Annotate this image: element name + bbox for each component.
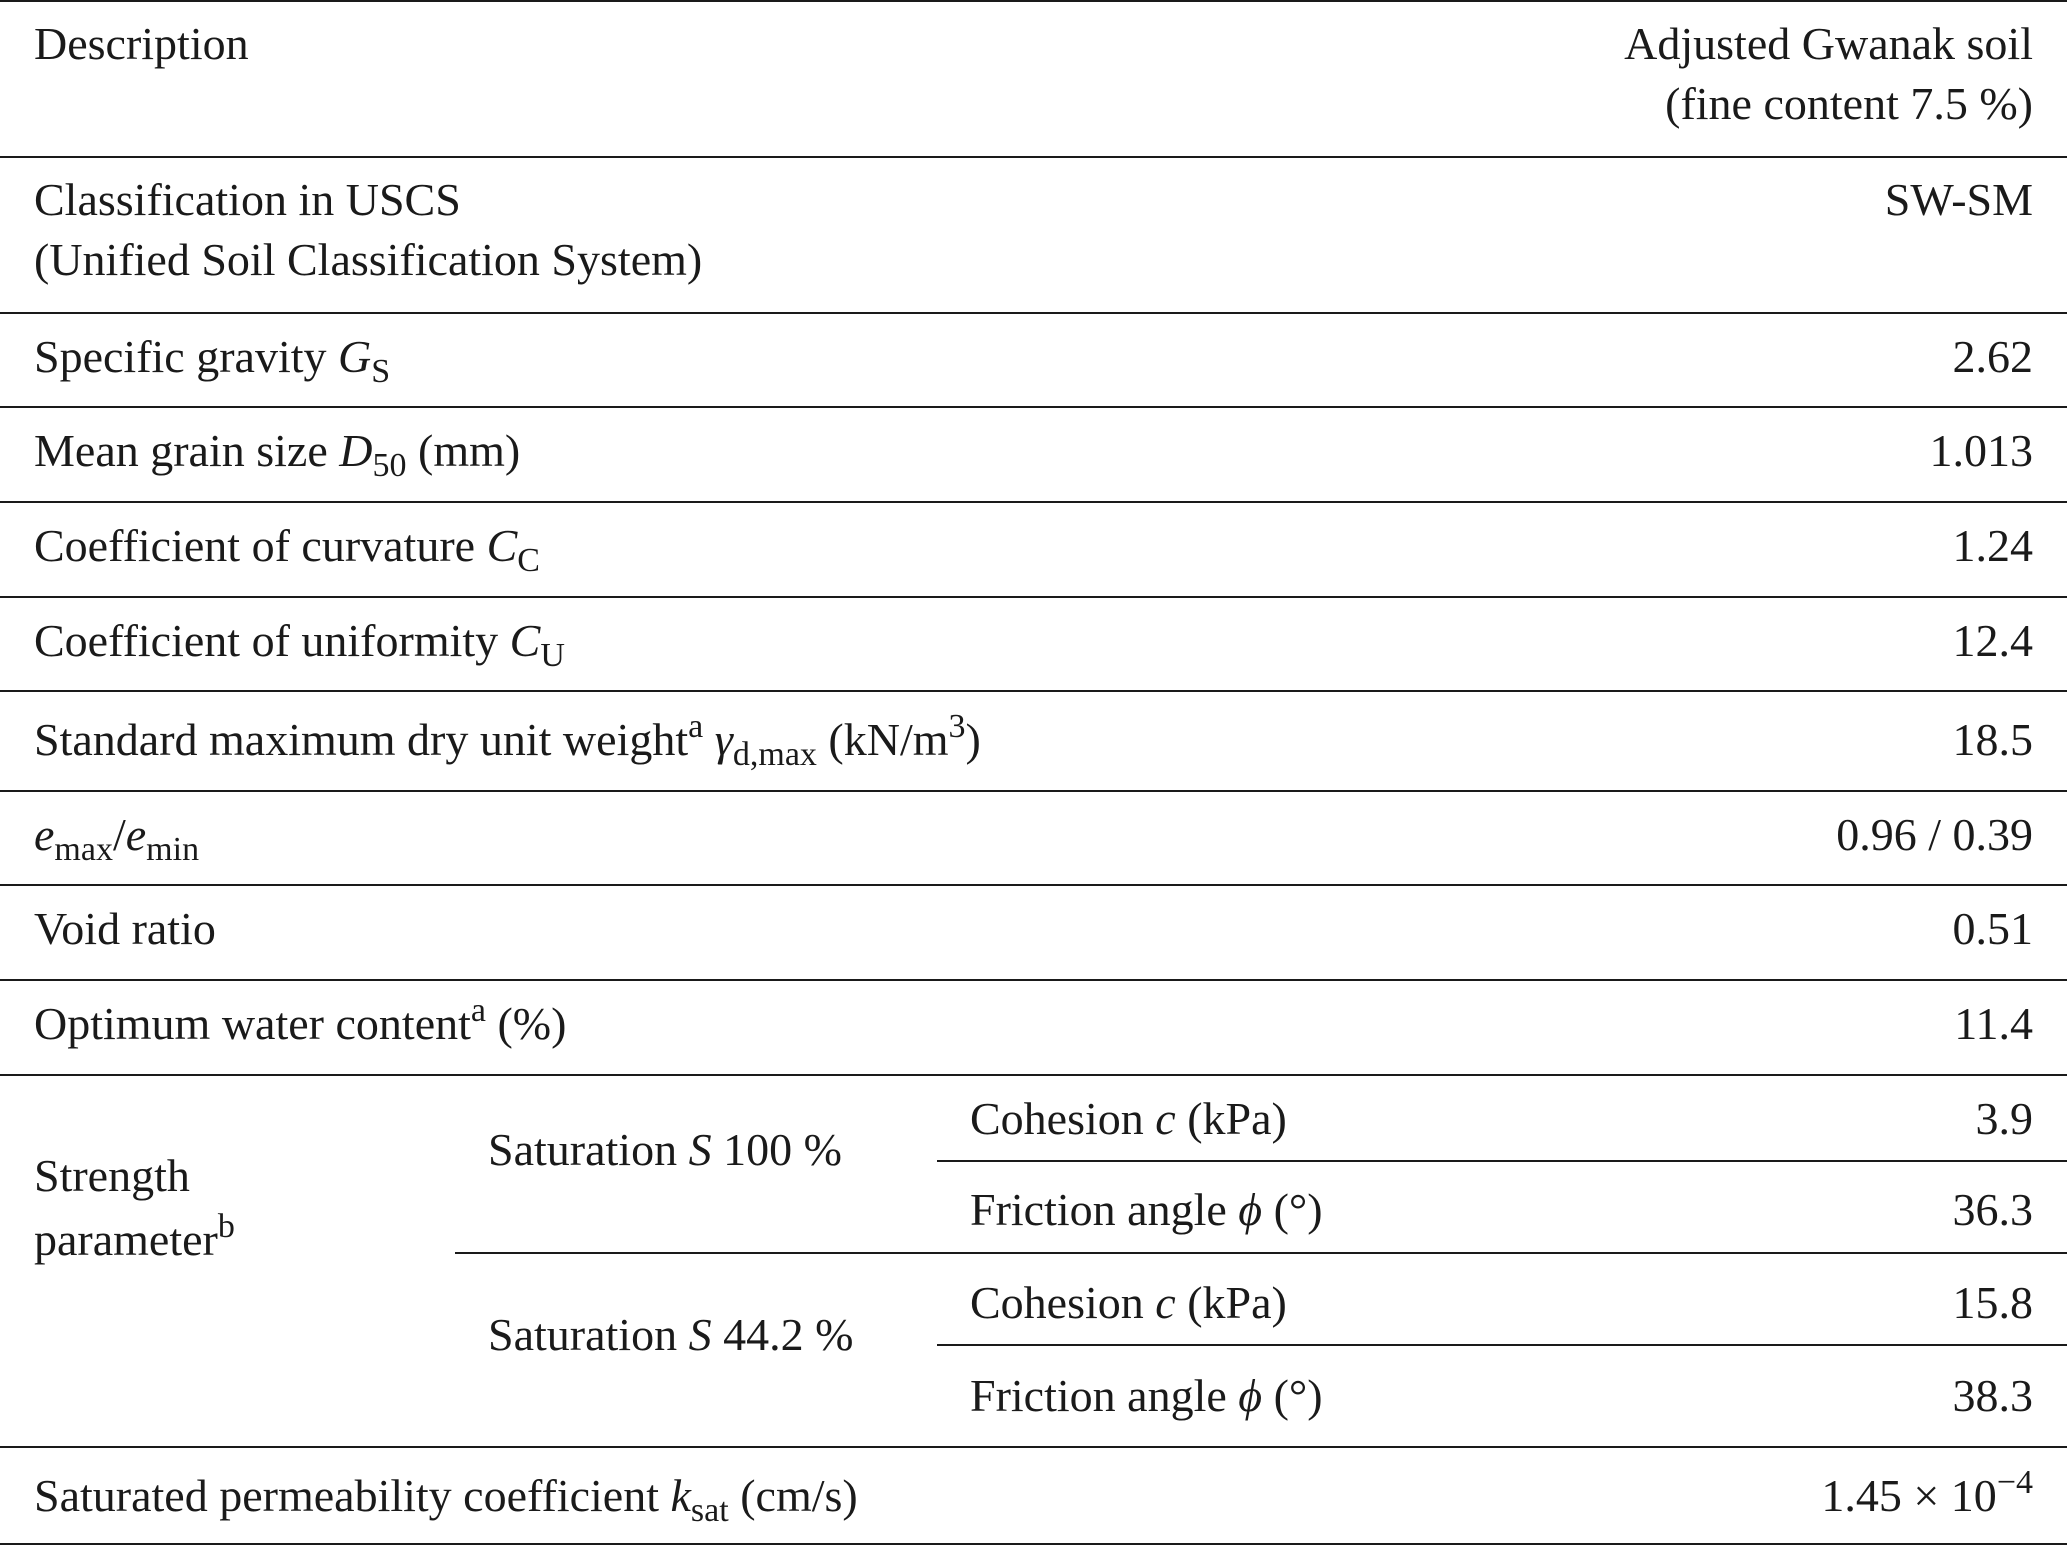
rule-sub	[455, 1252, 2067, 1254]
sat44-cohesion-value: 15.8	[1952, 1277, 2033, 1328]
sat100-friction-value: 36.3	[1952, 1184, 2033, 1235]
saturated-permeability-label: Saturated permeability coefficient $k_{sat}$ (cm/s)	[34, 1470, 858, 1529]
void-ratio-label: Void ratio	[34, 903, 216, 954]
void-ratio-value: 0.51	[1952, 903, 2033, 954]
rule-sub	[937, 1160, 2067, 1162]
strength-parameter-label-line2: parameter$^b$	[34, 1208, 235, 1265]
specific-gravity-label: Specific gravity $G_S$	[34, 331, 391, 390]
sat100-friction-label: Friction angle ϕ (°)	[970, 1184, 1323, 1235]
void-ratio-range-value: 0.96 / 0.39	[1836, 809, 2033, 860]
uscs-value: SW-SM	[1884, 174, 2033, 225]
header-soil-name-line2: (fine content 7.5 %)	[1665, 78, 2033, 129]
header-description: Description	[34, 18, 249, 69]
rule-header-bottom	[0, 156, 2067, 158]
saturated-permeability-value: $1.45 \times 10^{-4}$	[1821, 1464, 2033, 1521]
coefficient-of-uniformity-label: Coefficient of uniformity $C_U$	[34, 615, 565, 674]
rule	[0, 790, 2067, 792]
void-ratio-range-label: $e_{max}/e_{min}$	[34, 809, 200, 868]
saturation-44-label: Saturation S 44.2 %	[488, 1309, 854, 1360]
mean-grain-size-value: 1.013	[1929, 425, 2033, 476]
saturation-100-label: Saturation S 100 %	[488, 1124, 842, 1175]
rule	[0, 406, 2067, 408]
rule-sub	[937, 1344, 2067, 1346]
rule-bottom	[0, 1543, 2067, 1545]
mean-grain-size-label: Mean grain size $D_{50}$ (mm)	[34, 425, 521, 484]
rule	[0, 501, 2067, 503]
sat44-cohesion-label: Cohesion c (kPa)	[970, 1277, 1287, 1328]
max-dry-unit-weight-label: Standard maximum dry unit weight$^a$ $\gamma_{d,max}$ $(kN/m^3)$	[34, 708, 981, 773]
rule	[0, 690, 2067, 692]
rule	[0, 596, 2067, 598]
sat100-cohesion-value: 3.9	[1975, 1093, 2033, 1144]
coefficient-of-curvature-value: 1.24	[1952, 520, 2033, 571]
header-soil-name-line1: Adjusted Gwanak soil	[1624, 18, 2033, 69]
max-dry-unit-weight-value: 18.5	[1952, 714, 2033, 765]
rule	[0, 884, 2067, 886]
coefficient-of-uniformity-value: 12.4	[1952, 615, 2033, 666]
strength-parameter-label-line1: Strength	[34, 1150, 190, 1201]
optimum-water-content-label: Optimum water content$^a$ (%)	[34, 992, 567, 1049]
rule-top	[0, 0, 2067, 2]
uscs-label-line1: Classification in USCS	[34, 174, 461, 225]
sat44-friction-value: 38.3	[1952, 1370, 2033, 1421]
optimum-water-content-value: 11.4	[1954, 998, 2033, 1049]
sat44-friction-label: Friction angle ϕ (°)	[970, 1370, 1323, 1421]
rule	[0, 1446, 2067, 1448]
specific-gravity-value: 2.62	[1952, 331, 2033, 382]
sat100-cohesion-label: Cohesion c (kPa)	[970, 1093, 1287, 1144]
rule	[0, 312, 2067, 314]
rule	[0, 1074, 2067, 1076]
coefficient-of-curvature-label: Coefficient of curvature $C_C$	[34, 520, 540, 579]
rule	[0, 979, 2067, 981]
uscs-label-line2: (Unified Soil Classification System)	[34, 234, 703, 285]
